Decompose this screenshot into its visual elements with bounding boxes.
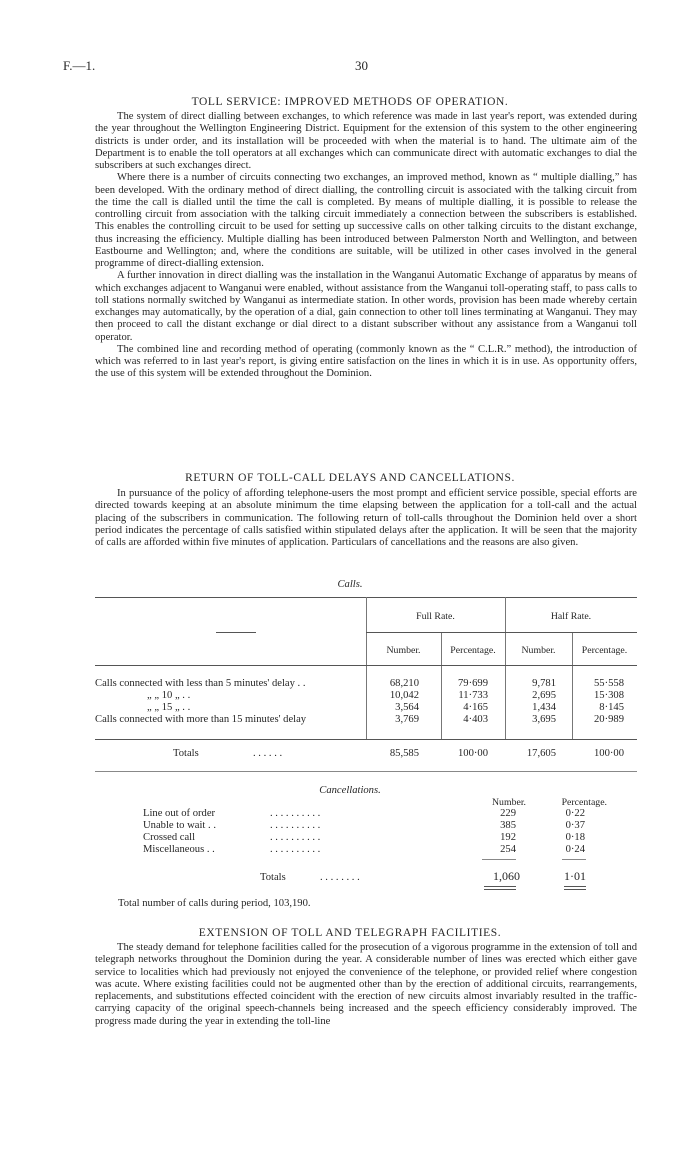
total-calls-note: Total number of calls during period, 103,190. [118, 898, 311, 909]
table-row-label: Calls connected with more than 15 minutes' delay [95, 714, 307, 725]
table-cell: 4·165 [463, 702, 488, 713]
table-cell: 55·558 [593, 678, 624, 689]
col-header-number: Number. [521, 645, 556, 656]
paragraph: The system of direct dialling between exchanges, to which reference was made in last year's report, was extended during the year throughout the Wellington Engineering District. Equipment for the extension of this system to the other engineering districts is under order, and its installation will be proceeded with when the material is to hand. The ultimate aim of the Department is to enable the toll operators at all exchanges which can communicate direct with automatic exchanges to dial the subscribers at such exchanges direct. [95, 111, 637, 171]
page-number: 30 [355, 58, 368, 73]
col-header-number: Number. [491, 797, 526, 808]
table-bottom-rule [95, 739, 637, 740]
cancellation-label: Crossed call [143, 832, 196, 843]
double-rule [564, 889, 586, 890]
extension-text [95, 942, 637, 1028]
table-cell: 15·308 [593, 690, 624, 701]
col-header-percentage: Percentage. [450, 645, 496, 656]
leader-dots: . . . . . . . . . . [270, 820, 321, 831]
table-stub-dash [216, 632, 256, 633]
col-header-percentage: Percentage. [581, 645, 628, 656]
table-cell: 11·733 [458, 690, 488, 701]
cancellation-number: 385 [500, 820, 516, 831]
double-rule [564, 886, 586, 887]
toll-service-text [95, 111, 637, 381]
table-end-rule [95, 771, 637, 772]
full-rate-header: Full Rate. [416, 611, 455, 622]
cancellations-caption: Cancellations. [319, 785, 381, 796]
paragraph: The steady demand for telephone facilities called for the prosecution of a vigorous programme in the extension of toll and telegraph networks throughout the Dominion during the year. A considerable number of lines was erected which either gave service to localities which had previously not enjoyed the convenience of the telephone, or provided relief where congestion was acute. Where existing facilities could not be augmented other than by the erection of additional circuits, rearrangements, replacements, and substitutions effected coincident with the erection of new circuits almost invariably resulted in the traffic-carrying capacity of the original speech-channels being increased and the speech efficiency considerably improved. The progress made during the year in extending the toll-line [95, 942, 637, 1027]
table-cell: 100·00 [457, 748, 488, 759]
table-row-label: „ „ 10 „ . . [147, 690, 191, 701]
half-rate-header: Half Rate. [550, 611, 592, 622]
cancellation-pct: 0·24 [565, 844, 585, 855]
paragraph: A further innovation in direct dialling was the installation in the Wanganui Automatic Exchange of apparatus by means of which exchanges adjacent to Wanganui were enabled, without assistance from the Wanganui toll-operating staff, to pass calls to toll stations normally switched by Wanganui as intermediate station. In other words, provision has been made whereby certain exchanges may automatically, by the operation of a dial, gain connection to other toll lines terminating at Wanganui. They may then proceed to call the distant exchange or dial direct to a distant subscriber without any assistance from a Wanganui toll operator. [95, 270, 637, 343]
leader-dots: . . . . . . . . . . [270, 808, 321, 819]
cancellation-label: Unable to wait . . [143, 820, 216, 831]
cancellation-label: Miscellaneous . . [143, 844, 215, 855]
cancellation-number: 192 [500, 832, 516, 843]
table-cell: 9,781 [532, 678, 556, 689]
table-cell: 68,210 [389, 678, 419, 689]
delays-text [95, 488, 637, 549]
table-cell: 3,564 [395, 702, 419, 713]
cancellation-total-number: 1,060 [493, 869, 520, 883]
table-cell: 17,605 [526, 748, 556, 759]
table-cell: 2,695 [532, 690, 556, 701]
cancellation-pct: 0·18 [565, 832, 585, 843]
cancellation-label: Line out of order [143, 808, 216, 819]
paragraph: In pursuance of the policy of affording telephone-users the most prompt and efficient service possible, special efforts are directed towards keeping at an absolute minimum the time elapsing between the application for a toll-call and the actual placing of the subscribers in communication. The following return of toll-calls throughout the Dominion held over a short period indicates the percentage of calls satisfied within stipulated delays after the application. It will be seen that the majority of calls are afforded within five minutes of application. Particulars of cancellations and the reasons are also given. [95, 488, 637, 548]
paragraph: Where there is a number of circuits connecting two exchanges, an improved method, known as “ multiple dialling,” has been developed. With the ordinary method of direct dialling, the controlling circuit is associated with the talking circuit from the time the call is dialled until the time the call is completed. By means of multiple dialling, it is possible to release the controlling circuit from association with the talking circuit immediately a connection between the subscribers is established. This enables the controlling circuit to be used for setting up successive calls on other talking circuits to the distant exchange, thus increasing the efficiency. Multiple dialling has been introduced between Palmerston North and Wellington, and between Eastbourne and Wellington; and, where the conditions are suitable, will be utilized in other cases involved in the general programme of direct-dialling extension. [95, 172, 637, 269]
table-cell: 79·699 [457, 678, 488, 689]
table-cell: 8·145 [599, 702, 624, 713]
table-cell: 100·00 [593, 748, 624, 759]
double-rule [484, 886, 516, 887]
table-cell: 4·403 [463, 714, 488, 725]
table-row-label: „ „ 15 „ . . [147, 702, 191, 713]
cancellation-number: 229 [500, 808, 516, 819]
table-row-label: Calls connected with less than 5 minutes' delay . . [95, 678, 306, 689]
leader-dots: . . . . . . . . . . [270, 844, 321, 855]
table-cell: 85,585 [389, 748, 419, 759]
table-cell: 1,434 [532, 702, 556, 713]
cancellation-pct: 0·22 [565, 808, 585, 819]
col-header-percentage: Percentage. [561, 797, 607, 808]
sum-rule [562, 859, 586, 860]
leader-dots: . . . . . . . . . . [270, 832, 321, 843]
table-cell: 3,695 [532, 714, 556, 725]
cancellation-pct: 0·37 [565, 820, 585, 831]
section-heading-toll-service: TOLL SERVICE: IMPROVED METHODS OF OPERATION. [191, 96, 509, 108]
section-heading-delays: RETURN OF TOLL-CALL DELAYS AND CANCELLATIONS. [185, 472, 515, 484]
cancellation-total-pct: 1·01 [564, 869, 586, 883]
section-heading-extension: EXTENSION OF TOLL AND TELEGRAPH FACILITIES. [198, 927, 502, 939]
col-header-number: Number. [386, 645, 421, 656]
page-series-label: F.—1. [63, 58, 96, 73]
table-subhead-rule [366, 632, 637, 633]
table-head-rule [95, 665, 637, 666]
table-cell: 3,769 [395, 714, 419, 725]
table-cell: 10,042 [389, 690, 419, 701]
sum-rule [482, 859, 516, 860]
calls-table-caption: Calls. [337, 579, 363, 590]
totals-label: Totals [173, 748, 199, 759]
double-rule [484, 889, 516, 890]
cancellation-number: 254 [500, 844, 516, 855]
table-cell: 20·989 [593, 714, 624, 725]
paragraph: The combined line and recording method of operating (commonly known as the “ C.L.R.” method), the introduction of which was referred to in last year's report, is giving entire satisfaction on the lines in which it is in use. As opportunity offers, the use of this system will be extended throughout the Dominion. [95, 343, 637, 380]
totals-label: Totals [260, 872, 286, 883]
totals-leader-dots: . . . . . . . . [320, 872, 360, 883]
totals-leader-dots: . . . . . . [253, 748, 283, 759]
